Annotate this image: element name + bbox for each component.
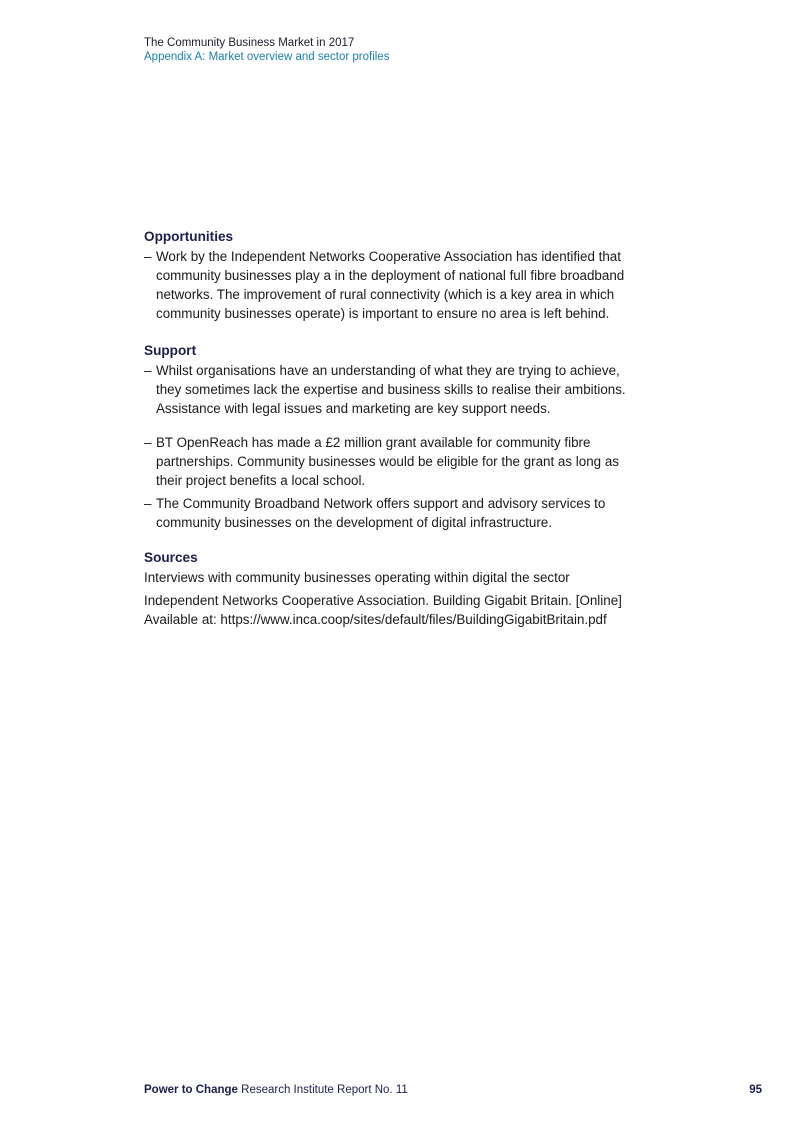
document-title: The Community Business Market in 2017 <box>144 37 355 49</box>
main-content <box>144 227 704 639</box>
text-line: BT OpenReach has made a £2 million grant available for community fibre <box>156 435 591 450</box>
section-sources <box>144 548 704 629</box>
text-line: community businesses operate) is important to ensure no area is left behind. <box>156 306 610 321</box>
text-line: Assistance with legal issues and marketing are key support needs. <box>156 401 551 416</box>
section-support <box>144 341 704 532</box>
text-line: community businesses on the development of digital infrastructure. <box>156 515 552 530</box>
text-line: networks. The improvement of rural connectivity (which is a key area in which <box>156 287 615 302</box>
text-line: The Community Broadband Network offers support and advisory services to <box>156 496 606 511</box>
bullet-item <box>144 361 704 418</box>
bullet-item <box>144 433 704 490</box>
dash-bullet-icon: – <box>144 435 152 450</box>
running-header <box>144 36 389 64</box>
section-heading: Opportunities <box>144 229 234 244</box>
source-line: Independent Networks Cooperative Association. Building Gigabit Britain. [Online] <box>144 593 622 608</box>
page-number: 95 <box>749 1084 762 1096</box>
bullet-item <box>144 494 704 532</box>
dash-bullet-icon: – <box>144 249 152 264</box>
bullet-item <box>144 247 704 323</box>
source-line: Interviews with community businesses operating within digital the sector <box>144 570 570 585</box>
text-line: their project benefits a local school. <box>156 473 366 488</box>
text-line: community businesses play a in the deployment of national full fibre broadband <box>156 268 625 283</box>
dash-bullet-icon: – <box>144 363 152 378</box>
page-footer <box>144 1083 762 1097</box>
source-entry <box>144 568 704 587</box>
section-heading: Sources <box>144 550 198 565</box>
dash-bullet-icon: – <box>144 496 152 511</box>
footer-report: Research Institute Report No. 11 <box>241 1084 408 1096</box>
section-heading: Support <box>144 343 197 358</box>
text-line: Whilst organisations have an understanding of what they are trying to achieve, <box>156 363 620 378</box>
text-line: partnerships. Community businesses would be eligible for the grant as long as <box>156 454 619 469</box>
source-entry <box>144 591 704 629</box>
section-opportunities <box>144 227 704 323</box>
appendix-subtitle: Appendix A: Market overview and sector profiles <box>144 51 390 63</box>
text-line: they sometimes lack the expertise and business skills to realise their ambitions. <box>156 382 626 397</box>
footer-brand: Power to Change <box>144 1084 238 1096</box>
text-line: Work by the Independent Networks Cooperative Association has identified that <box>156 249 621 264</box>
source-link[interactable]: Available at: https://www.inca.coop/sites/default/files/BuildingGigabitBritain.pdf <box>144 612 607 627</box>
